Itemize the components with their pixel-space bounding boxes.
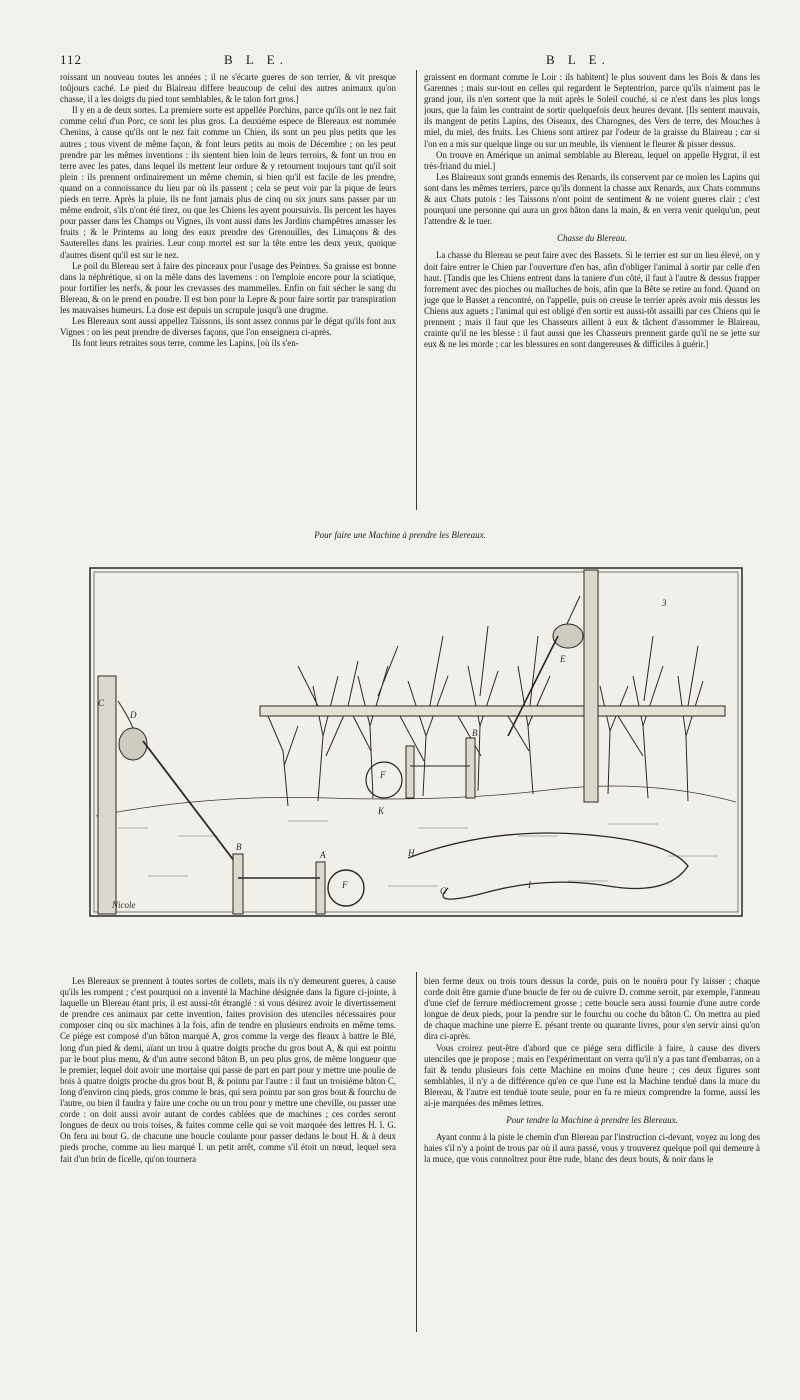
tall-post: [584, 570, 598, 802]
label-g: G: [440, 886, 447, 896]
running-head-right: B L E.: [546, 52, 610, 67]
bottom-right-column: [424, 976, 760, 1320]
engraver-signature: Nicole: [112, 900, 136, 910]
label-f-right: F: [380, 770, 386, 780]
paragraph: Le poil du Blereau sert à faire des pinceaux pour l'usage des Peintres. Sa graisse est bonne dans la néphrétique, si on la mêle dans des lavemens : on l'emploie encore pour la sciatique, pour fortifier les nerfs, & pour les crevasses des mammelles. Enfin on fait sécher le sang du Blereau, & on le prend en poudre. Il est bon pour la Lepre & pour faire sortir par transpiration les mauvaises humeurs. La dose est depuis un scrupule jusqu'à une dragme.: [60, 260, 396, 315]
hanging-stone-left: [119, 728, 147, 760]
page-number: 112: [60, 52, 83, 67]
engraving-badger-trap: [88, 566, 744, 918]
stake-a-right: [406, 746, 414, 798]
top-left-column: [60, 72, 396, 504]
section-heading-chasse: Chasse du Blereau.: [557, 233, 627, 244]
section-heading-tendre: Pour tendre la Machine à prendre les Blereaux.: [506, 1115, 678, 1126]
paragraph: On trouve en Amérique un animal semblable au Blereau, lequel on appelle Hygrat, il est très-friand du miel.]: [424, 149, 760, 171]
post-c: [98, 676, 116, 914]
column-divider-bottom: [416, 972, 417, 1332]
label-e: E: [560, 654, 566, 664]
label-f-front: F: [342, 880, 348, 890]
horizontal-pole: [260, 706, 725, 716]
bottom-left-column: [60, 976, 396, 1320]
paragraph: Les Blaireaux sont grands ennemis des Renards, ils conservent par ce moïen les Lapins qui sont dans les mêmes terriers, parce qu'ils donnent la chasse aux Renards, aux Chats communs & aux Chats putois : les Taissons n'ont point de sentiment & ne voient gueres clair ; c'est pourquoi une personne qui aura un gros bâton dans la main, & en verra venir quelqu'un, peut l'attendre & le tuer.: [424, 171, 760, 227]
paragraph: graissent en dormant comme le Loir : ils habitent] le plus souvent dans les Bois & dans les Garennes ; mais sur-tout en celles qui regardent le Septentrion, parce qu'ils n'aiment pas le grand jour, ils n'en sortent que la nuit après le Soleil couché, si ce n'est dans les plus longs jours, que la faim les contraint de sortir quelquefois deux heures devant. [Ils sentent mauvais, ils mangent de petits Lapins, des Oiseaux, des Charognes, des Vers de terre, des Mouches à miel, du miel, des fruits. Les Chiens sont attirez par l'odeur de la graisse du Blaireau ; car si l'on en a mis sur quelque linge ou sur un meuble, ils viennent le fleurer & pisser dessus.: [424, 72, 760, 149]
running-head-left: B L E.: [224, 52, 288, 67]
paragraph: La chasse du Blereau se peut faire avec des Bassets. Si le terrier est sur un lieu élevé, on y doit faire entrer le Chien par l'ouverture d'en bas, afin d'obliger l'animal à sortir par celle d'en haut. [Tandis que les Chiens entrent dans la taniere d'un côté, il faut à l'autre & dessus frapper forrement avec des pioches ou maîluches de bois, afin que la Bête se retire au fond. Quand on juge que le Basset a rencontré, on l'appelle, puis on creuse le terrier après avoir mis dessus les Chiens aux aguets ; l'animal qui est obligé d'en sortir est aussi-tôt assailli par ces Chiens qui le prennent ; mais il faut que les Chasseurs aillent à eux & tâchent d'assommer le Blaireau, crainte qu'il ne les blesse : il faut aussi que les Chasseurs prennent garde qu'il ne se jette sur eux & ne les morde ; car les blessures en sont dangereuses & difficiles à guérir.]: [424, 250, 760, 350]
label-b-right: B: [472, 728, 478, 738]
paragraph: Ayant connu à la piste le chemin d'un Blereau par l'instruction ci-devant, voyez au long des haies s'il n'y a point de trous par où il aura passé, vous y trouverez quelque poil qui demeure à la muce, que vous connoîtrez pour être rude, blanc des deux bouts, & noir dans le: [424, 1132, 760, 1165]
label-i: I: [528, 880, 531, 890]
label-k: K: [378, 806, 385, 816]
stake-a-front: [316, 862, 325, 914]
label-3: 3: [662, 598, 667, 608]
label-h: H: [408, 848, 415, 858]
label-b-front: B: [236, 842, 242, 852]
figure-caption: Pour faire une Machine à prendre les Blereaux.: [314, 530, 486, 540]
paragraph: Les Blereaux se prennent à toutes sortes de collets, mais ils n'y demeurent gueres, à cause qu'ils les rompent ; c'est pourquoi on a inventé la Machine désignée dans la figure ci-jointe, à laquelle un Blereau étant pris, il est aussi-tôt étranglé : si vous désirez avoir le divertissement de prendre ces animaux par cette invention, faites provision des utenciles nécessaires pour composer cinq ou six machines à la fois, afin de tendre en plusieurs endroits en même tems. Ce piége est composé d'un bâton marqué A, gros comme la verge des fleaux à battre le Blé, long d'un pied & demi, aïant un trou à quatre doigts proche du gros bout A, & qui est pointu par le bout plus menu, & d'un autre second bâton B, un peu plus gros, de même longueur que le premier, lequel doit avoir une mortaise qui passe de part en part pour y mettre une poulie de bois à quatre doigts proche du gros bout B, & pointu par l'autre : il faut un troisiéme bâton C, long d'environ cinq pieds, gros comme le bras, qui sera pointu par son gros bout & fourchu de l'autre, ou bien il faudra y faire une coche ou un trou pour y mettre une cheville, ou passer une corde : on doit aussi avoir autant de cordes cablées que de machines ; ces cordes seront longues de deux ou trois toises, & faites comme celle qui se voit marquée des lettres H. I. G. On fera au bout G. de chacune une boucle coulante pour passer dedans le bout H. & à deux pieds proche, comme au lieu marqué I. un petit arrêt, comme s'il étoit un nœud, lequel sera fait d'un brin de ficelle, qu'on tournera: [60, 976, 396, 1164]
column-divider-top: [416, 70, 417, 510]
label-a: A: [320, 850, 326, 860]
label-d: D: [130, 710, 137, 720]
paragraph: Il y en a de deux sortes. La premiere sorte est appellée Porchins, parce qu'ils ont le nez fait comme celui d'un Porc, ce sont les plus gros. La deuxiéme espece de Blereaux est nommée Chenins, à cause qu'ils ont le nez fait comme un Chien, ils sont un peu plus petits que les autres ; tous vivent de même façon, & font leurs petits au mois de Décembre ; on les peut prendre par les mêmes inventions : ils sientent bien loin de leurs terroirs, & font un trou en terre avec les pates, dans lequel ils mettent leur ordure & y retournent toujours tant qu'il soit plein : ils prennent ordinairement un même chemin, si bien qu'il est facile de les prendre, quand on a connoissance du lieu par où ils passent ; cela se peut voir par la pique de leurs pieds en terre. Après la pluie, ils ne font jamais plus de cinq ou six jours sans passer par un même endroit, s'ils n'ont été tirez, ou que les Chiens les ayent poursuivis. Ils percent les hayes pour passer dans les Champs ou Vignes, ils vont aussi dans les Jardins champêtres amasser les fruits ; & le Printems au long des eaux prendre des Grenouilles, des Limaçons & des Sauterelles dans les prairies. Leur coup mortel est sur la tête entre les deux yeux, quoique d'autres disent qu'il est sur le nez.: [60, 105, 396, 260]
stake-b-right: [466, 738, 475, 798]
top-right-column: [424, 72, 760, 504]
paragraph: bien ferme deux ou trois tours dessus la corde, puis on le nouëra pour l'y laisser ; chaque corde doit être garnie d'une boucle de fer ou de cuivre D. comme seroit, par exemple, l'anneau d'une clef de ferrure médiocrement grosse ; cette boucle sera aussi fournie d'une autre corde longue de deux pieds, pour la pendre sur le fourchu ou coche du bâton C. On mettra au pied de chaque machine une pierre E. pésant trente ou quarante livres, pour s'en servir ainsi qu'on dira ci-après.: [424, 976, 760, 1042]
label-c: C: [98, 698, 105, 708]
engraving-svg: [88, 566, 744, 918]
paragraph: Vous croirez peut-être d'abord que ce piége sera difficile à faire, à cause des divers utenciles que je propose ; mais en l'expérimentant on verra qu'il n'y a pas tant d'embarras, on a fait & tendu plusieurs fois cette Machine en moins d'une heure ; ces deux figures sont semblables, il n'y a de différence qu'en ce que l'une est la Machine tenduë dans la muce du Blereau, & l'autre est tenduë toute seule, pour en fa re mieux comprendre la forme, aussi les ai-je marquées des mêmes lettres.: [424, 1042, 760, 1109]
paragraph: roissant un nouveau toutes les années ; il ne s'écarte gueres de son terrier, & vit presque toûjours caché. Le pied du Blaireau differe beaucoup de celui des autres animaux qu'on chasse, il a les doigts du pied tout semblables, & le talon fort gros.]: [60, 72, 396, 105]
paragraph: Ils font leurs retraites sous terre, comme les Lapins, [où ils s'en-: [72, 338, 299, 349]
paragraph: Les Blereaux sont aussi appellez Taissons, ils sont assez connus par le dégat qu'ils font aux Vignes : on les peut prendre de diverses façons, que l'on enseignera ci-après.: [60, 316, 396, 338]
stake-b-front: [233, 854, 243, 914]
